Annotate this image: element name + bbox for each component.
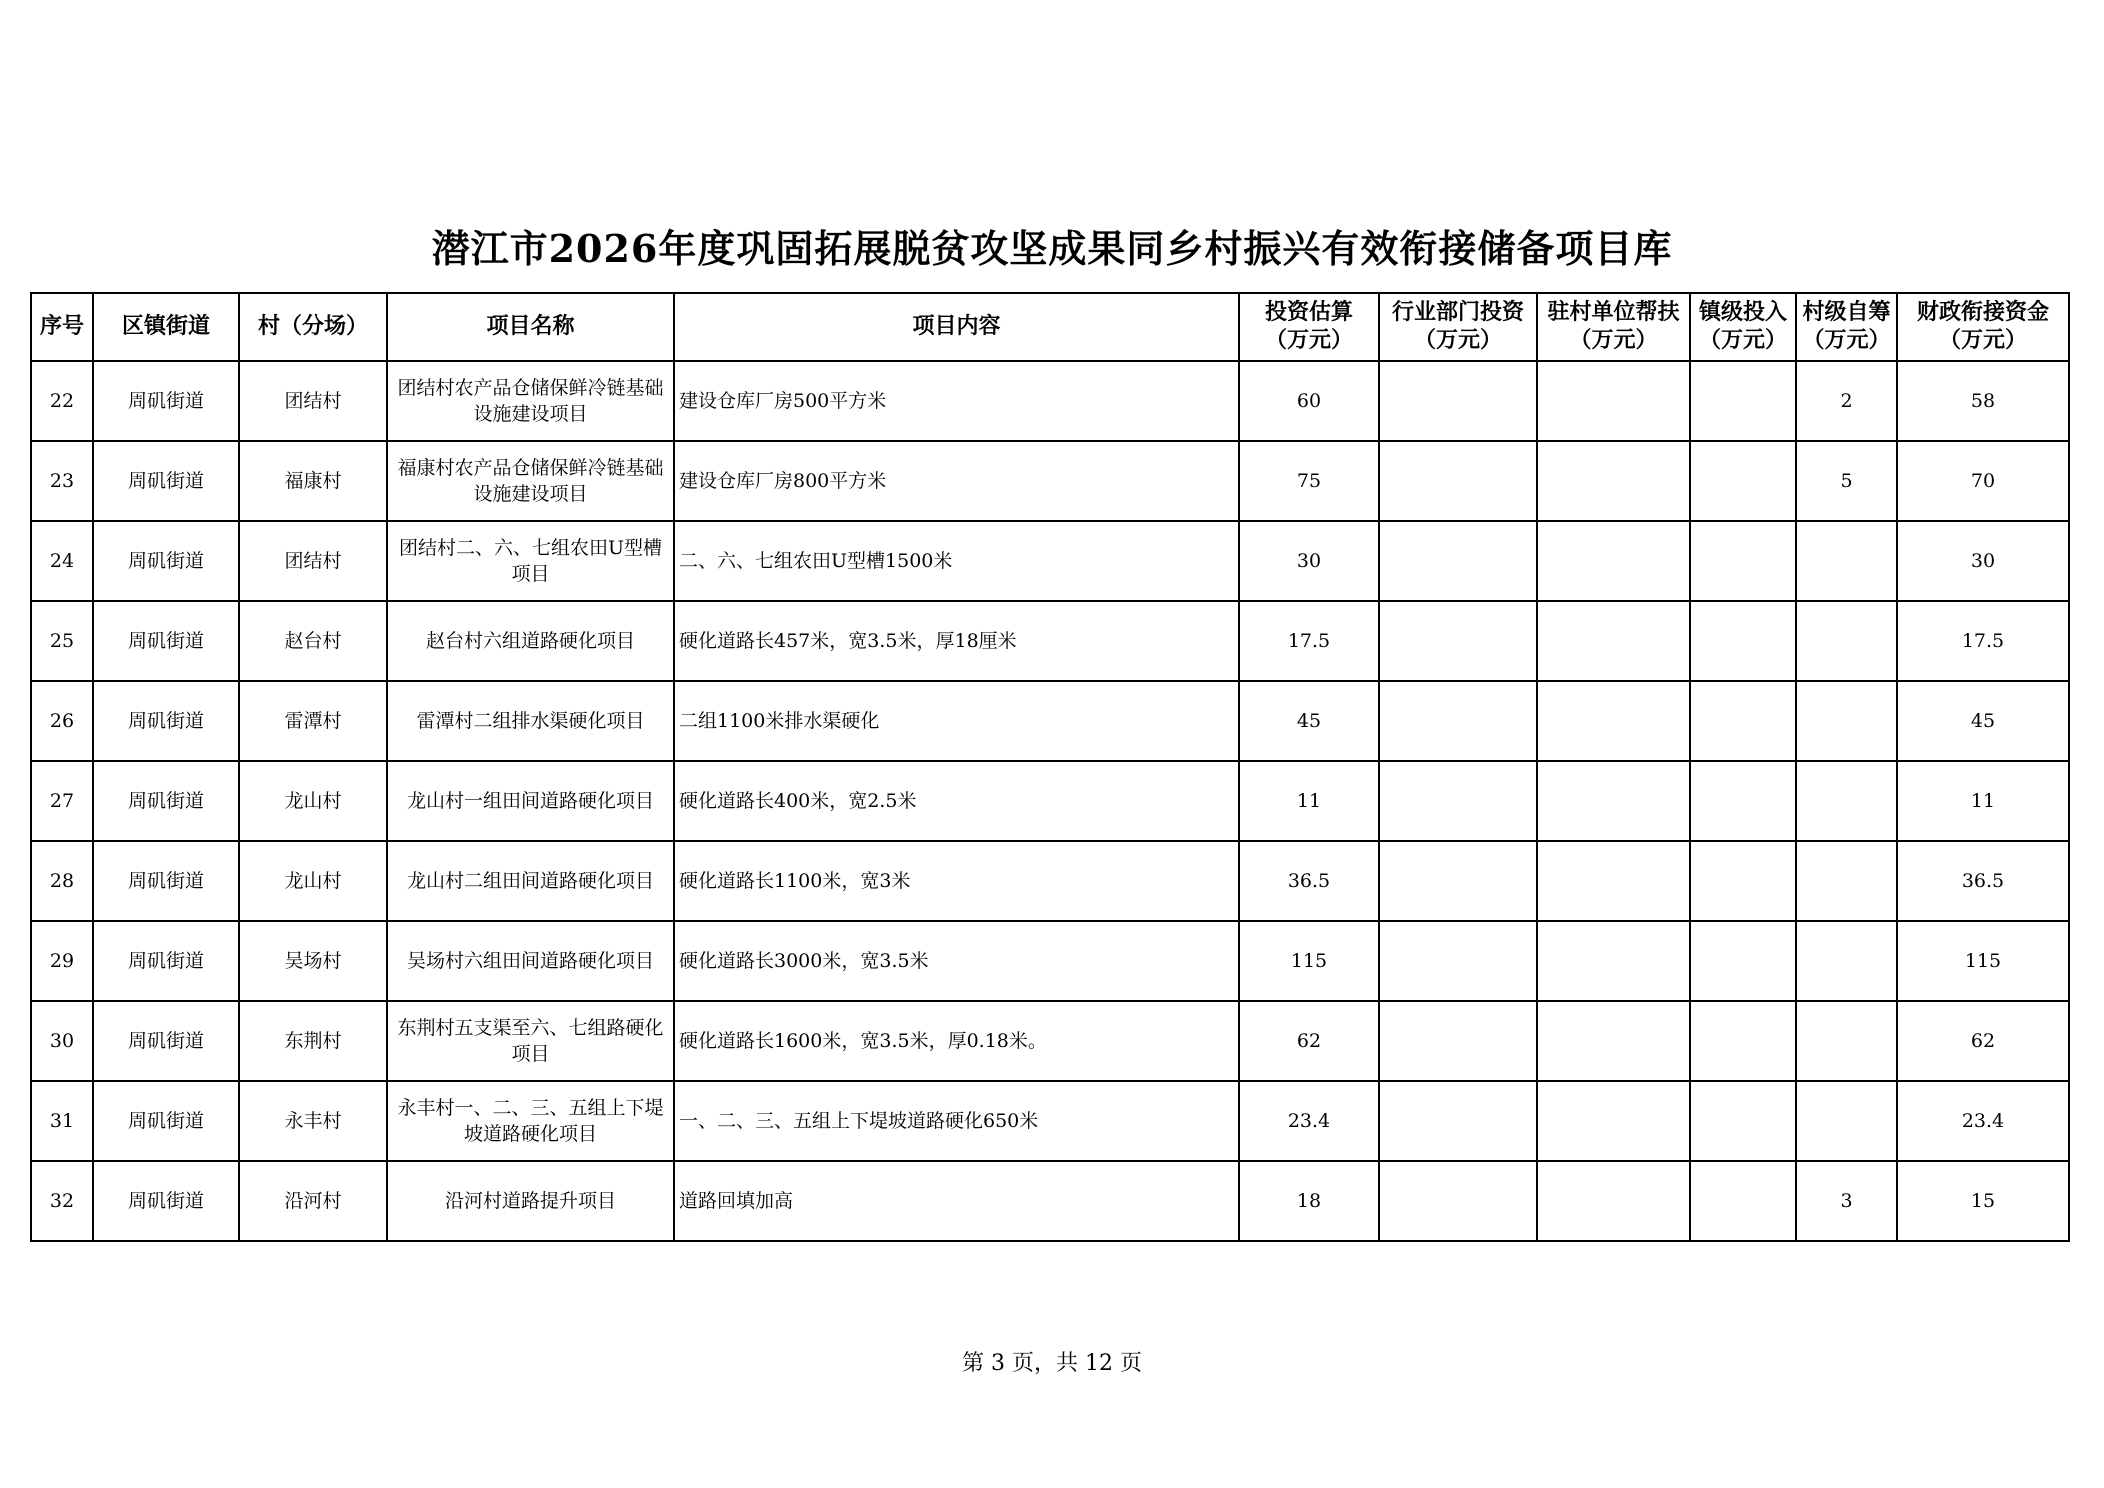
col-header-town: 区镇街道 xyxy=(93,293,239,361)
cell-aid xyxy=(1537,761,1690,841)
cell-self-raised xyxy=(1796,761,1897,841)
table-row xyxy=(31,841,2069,921)
cell-fiscal: 30 xyxy=(1897,521,2069,601)
cell-industry xyxy=(1379,921,1537,1001)
table-header-row xyxy=(31,293,2069,361)
cell-no: 28 xyxy=(31,841,93,921)
cell-town-invest xyxy=(1690,681,1796,761)
cell-project-name: 团结村二、六、七组农田U型槽项目 xyxy=(387,521,674,601)
cell-industry xyxy=(1379,1081,1537,1161)
cell-town: 周矶街道 xyxy=(93,1001,239,1081)
cell-self-raised xyxy=(1796,521,1897,601)
cell-village: 雷潭村 xyxy=(239,681,387,761)
cell-town-invest xyxy=(1690,1161,1796,1241)
cell-fiscal: 70 xyxy=(1897,441,2069,521)
cell-town-invest xyxy=(1690,921,1796,1001)
cell-village: 福康村 xyxy=(239,441,387,521)
cell-village: 龙山村 xyxy=(239,841,387,921)
cell-town: 周矶街道 xyxy=(93,361,239,441)
cell-self-raised: 5 xyxy=(1796,441,1897,521)
cell-industry xyxy=(1379,1161,1537,1241)
cell-project-name: 团结村农产品仓储保鲜冷链基础设施建设项目 xyxy=(387,361,674,441)
cell-project-content: 道路回填加高 xyxy=(674,1161,1239,1241)
table-row xyxy=(31,441,2069,521)
col-header-name: 项目名称 xyxy=(387,293,674,361)
cell-village: 团结村 xyxy=(239,361,387,441)
cell-aid xyxy=(1537,361,1690,441)
cell-no: 24 xyxy=(31,521,93,601)
cell-village: 团结村 xyxy=(239,521,387,601)
cell-fiscal: 15 xyxy=(1897,1161,2069,1241)
cell-project-content: 二、六、七组农田U型槽1500米 xyxy=(674,521,1239,601)
table-row xyxy=(31,681,2069,761)
cell-village: 龙山村 xyxy=(239,761,387,841)
cell-town: 周矶街道 xyxy=(93,921,239,1001)
cell-town: 周矶街道 xyxy=(93,841,239,921)
cell-invest: 17.5 xyxy=(1239,601,1379,681)
cell-industry xyxy=(1379,361,1537,441)
cell-no: 25 xyxy=(31,601,93,681)
cell-invest: 30 xyxy=(1239,521,1379,601)
cell-town: 周矶街道 xyxy=(93,601,239,681)
cell-invest: 62 xyxy=(1239,1001,1379,1081)
cell-project-content: 硬化道路长400米，宽2.5米 xyxy=(674,761,1239,841)
col-header-no: 序号 xyxy=(31,293,93,361)
cell-aid xyxy=(1537,1081,1690,1161)
cell-project-name: 赵台村六组道路硬化项目 xyxy=(387,601,674,681)
cell-project-name: 雷潭村二组排水渠硬化项目 xyxy=(387,681,674,761)
col-header-aid: 驻村单位帮扶（万元） xyxy=(1537,293,1690,361)
cell-invest: 45 xyxy=(1239,681,1379,761)
cell-project-name: 福康村农产品仓储保鲜冷链基础设施建设项目 xyxy=(387,441,674,521)
cell-no: 30 xyxy=(31,1001,93,1081)
cell-no: 27 xyxy=(31,761,93,841)
cell-town: 周矶街道 xyxy=(93,681,239,761)
cell-project-name: 东荆村五支渠至六、七组路硬化项目 xyxy=(387,1001,674,1081)
cell-town-invest xyxy=(1690,601,1796,681)
cell-no: 23 xyxy=(31,441,93,521)
cell-fiscal: 36.5 xyxy=(1897,841,2069,921)
cell-invest: 11 xyxy=(1239,761,1379,841)
cell-industry xyxy=(1379,1001,1537,1081)
cell-village: 沿河村 xyxy=(239,1161,387,1241)
project-table xyxy=(30,292,2070,1242)
cell-fiscal: 62 xyxy=(1897,1001,2069,1081)
cell-self-raised: 3 xyxy=(1796,1161,1897,1241)
cell-town-invest xyxy=(1690,361,1796,441)
cell-industry xyxy=(1379,681,1537,761)
cell-no: 22 xyxy=(31,361,93,441)
cell-industry xyxy=(1379,841,1537,921)
cell-fiscal: 11 xyxy=(1897,761,2069,841)
cell-project-name: 吴场村六组田间道路硬化项目 xyxy=(387,921,674,1001)
cell-project-name: 龙山村二组田间道路硬化项目 xyxy=(387,841,674,921)
col-header-town-invest: 镇级投入（万元） xyxy=(1690,293,1796,361)
cell-aid xyxy=(1537,1161,1690,1241)
cell-town-invest xyxy=(1690,1001,1796,1081)
cell-town-invest xyxy=(1690,761,1796,841)
cell-project-name: 永丰村一、二、三、五组上下堤坡道路硬化项目 xyxy=(387,1081,674,1161)
cell-invest: 75 xyxy=(1239,441,1379,521)
col-header-self: 村级自筹（万元） xyxy=(1796,293,1897,361)
table-row xyxy=(31,521,2069,601)
cell-village: 东荆村 xyxy=(239,1001,387,1081)
cell-project-content: 硬化道路长457米，宽3.5米，厚18厘米 xyxy=(674,601,1239,681)
table-row xyxy=(31,1161,2069,1241)
cell-town-invest xyxy=(1690,1081,1796,1161)
cell-aid xyxy=(1537,1001,1690,1081)
cell-project-content: 建设仓库厂房500平方米 xyxy=(674,361,1239,441)
cell-invest: 60 xyxy=(1239,361,1379,441)
cell-invest: 36.5 xyxy=(1239,841,1379,921)
col-header-industry: 行业部门投资（万元） xyxy=(1379,293,1537,361)
cell-self-raised: 2 xyxy=(1796,361,1897,441)
cell-project-content: 硬化道路长1100米，宽3米 xyxy=(674,841,1239,921)
cell-aid xyxy=(1537,521,1690,601)
cell-project-name: 龙山村一组田间道路硬化项目 xyxy=(387,761,674,841)
cell-town-invest xyxy=(1690,841,1796,921)
cell-no: 31 xyxy=(31,1081,93,1161)
table-row xyxy=(31,921,2069,1001)
cell-village: 吴场村 xyxy=(239,921,387,1001)
table-row xyxy=(31,601,2069,681)
table-body xyxy=(31,361,2069,1241)
col-header-fiscal: 财政衔接资金（万元） xyxy=(1897,293,2069,361)
cell-town: 周矶街道 xyxy=(93,1081,239,1161)
cell-project-content: 二组1100米排水渠硬化 xyxy=(674,681,1239,761)
table-row xyxy=(31,1001,2069,1081)
cell-aid xyxy=(1537,841,1690,921)
cell-fiscal: 115 xyxy=(1897,921,2069,1001)
cell-no: 32 xyxy=(31,1161,93,1241)
cell-industry xyxy=(1379,521,1537,601)
cell-town-invest xyxy=(1690,441,1796,521)
cell-town: 周矶街道 xyxy=(93,441,239,521)
page-title: 潜江市2026年度巩固拓展脱贫攻坚成果同乡村振兴有效衔接储备项目库 xyxy=(431,226,1673,271)
cell-town: 周矶街道 xyxy=(93,521,239,601)
cell-no: 26 xyxy=(31,681,93,761)
cell-fiscal: 58 xyxy=(1897,361,2069,441)
cell-project-content: 一、二、三、五组上下堤坡道路硬化650米 xyxy=(674,1081,1239,1161)
cell-project-content: 硬化道路长3000米，宽3.5米 xyxy=(674,921,1239,1001)
cell-self-raised xyxy=(1796,921,1897,1001)
cell-industry xyxy=(1379,441,1537,521)
cell-fiscal: 17.5 xyxy=(1897,601,2069,681)
cell-aid xyxy=(1537,601,1690,681)
cell-self-raised xyxy=(1796,601,1897,681)
cell-aid xyxy=(1537,681,1690,761)
table-row xyxy=(31,361,2069,441)
cell-industry xyxy=(1379,601,1537,681)
cell-self-raised xyxy=(1796,681,1897,761)
cell-village: 永丰村 xyxy=(239,1081,387,1161)
table-row xyxy=(31,761,2069,841)
cell-invest: 115 xyxy=(1239,921,1379,1001)
cell-project-content: 建设仓库厂房800平方米 xyxy=(674,441,1239,521)
cell-fiscal: 23.4 xyxy=(1897,1081,2069,1161)
cell-project-content: 硬化道路长1600米，宽3.5米，厚0.18米。 xyxy=(674,1001,1239,1081)
cell-town-invest xyxy=(1690,521,1796,601)
page-number: 第 3 页，共 12 页 xyxy=(962,1351,1142,1376)
cell-industry xyxy=(1379,761,1537,841)
cell-town: 周矶街道 xyxy=(93,761,239,841)
cell-invest: 23.4 xyxy=(1239,1081,1379,1161)
table-row xyxy=(31,1081,2069,1161)
col-header-content: 项目内容 xyxy=(674,293,1239,361)
cell-village: 赵台村 xyxy=(239,601,387,681)
col-header-village: 村（分场） xyxy=(239,293,387,361)
cell-self-raised xyxy=(1796,1081,1897,1161)
cell-no: 29 xyxy=(31,921,93,1001)
cell-self-raised xyxy=(1796,1001,1897,1081)
cell-self-raised xyxy=(1796,841,1897,921)
cell-town: 周矶街道 xyxy=(93,1161,239,1241)
cell-aid xyxy=(1537,441,1690,521)
cell-fiscal: 45 xyxy=(1897,681,2069,761)
cell-project-name: 沿河村道路提升项目 xyxy=(387,1161,674,1241)
cell-invest: 18 xyxy=(1239,1161,1379,1241)
col-header-invest: 投资估算（万元） xyxy=(1239,293,1379,361)
cell-aid xyxy=(1537,921,1690,1001)
